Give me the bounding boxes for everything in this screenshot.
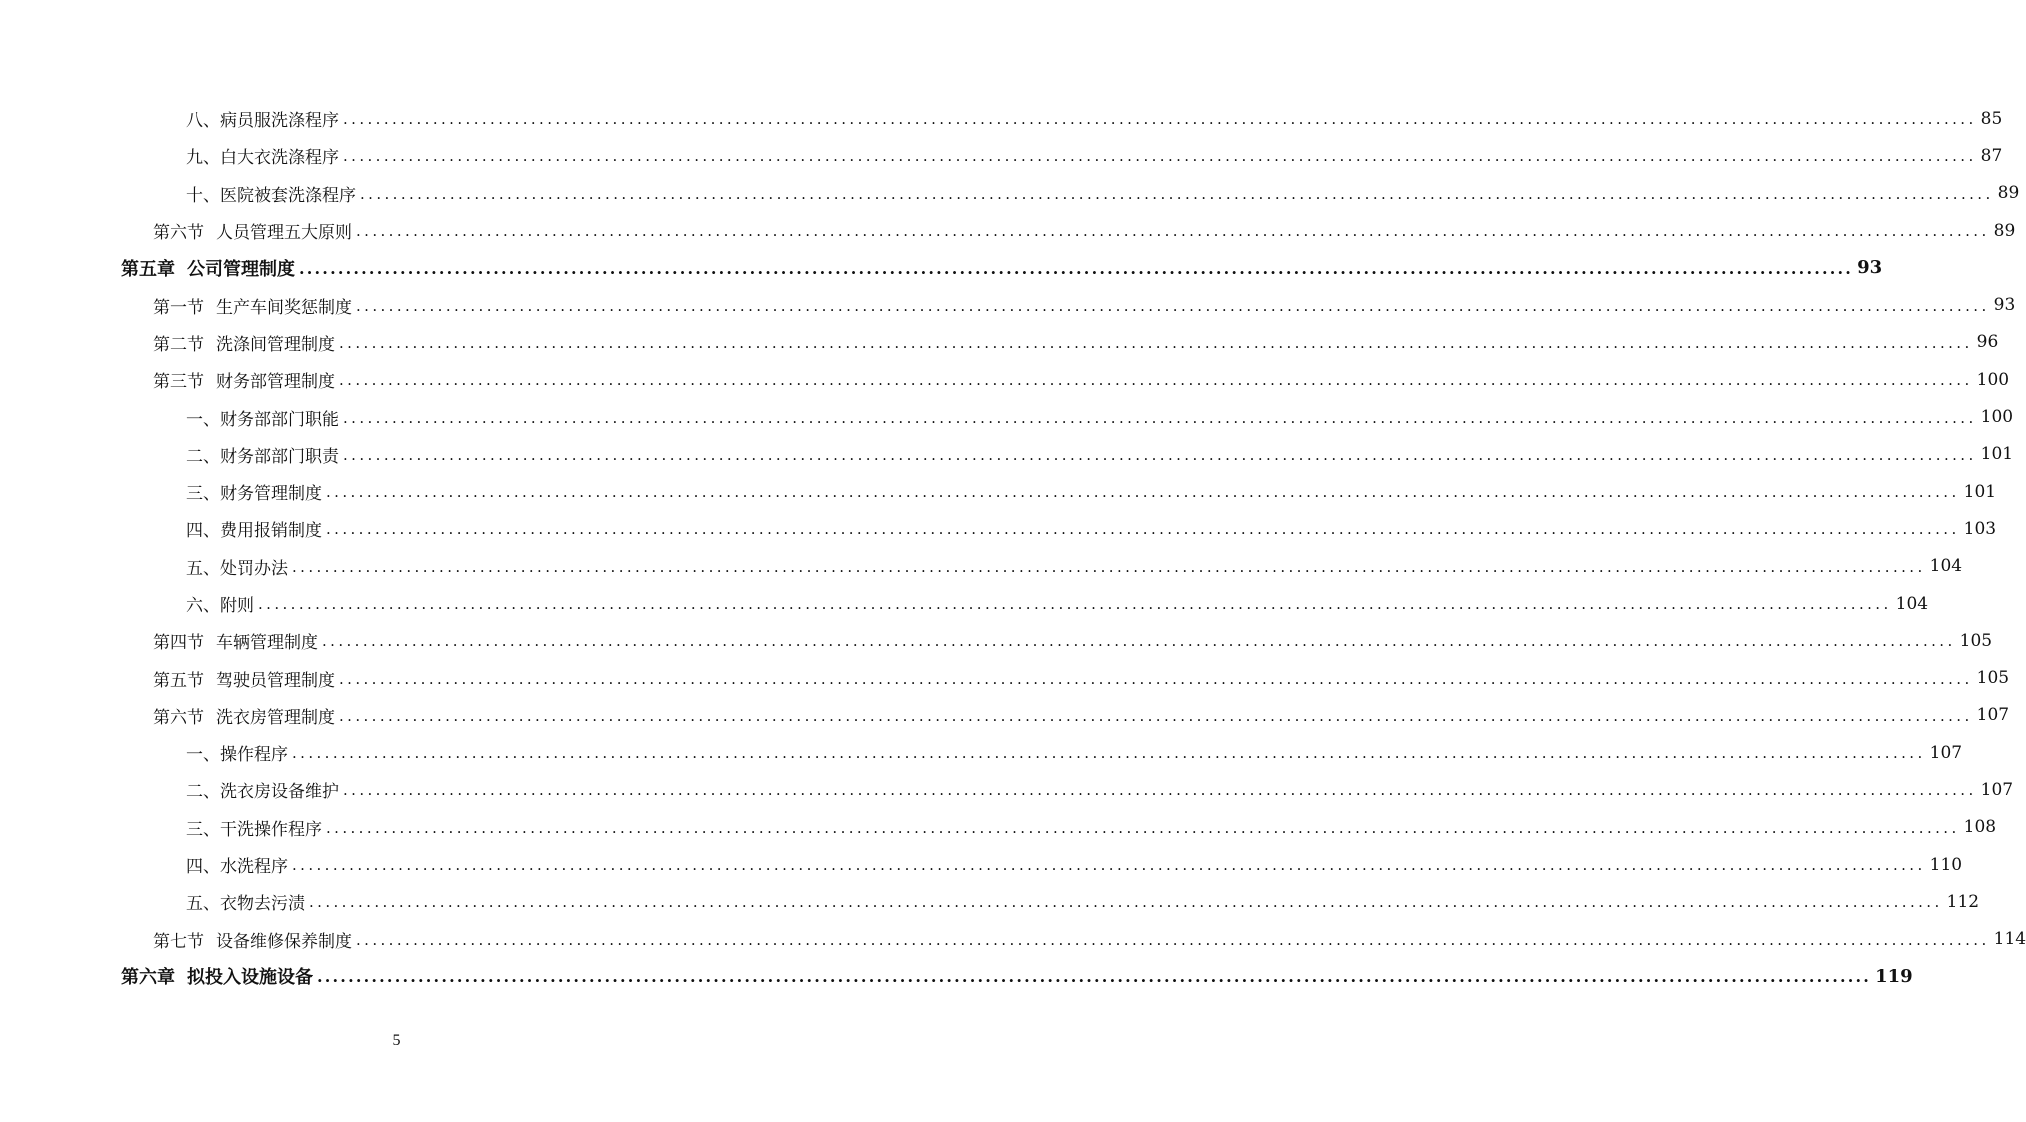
toc-entry-title: 十、医院被套洗涤程序: [186, 185, 356, 206]
dot-leader: ........................................................................................................................................................................................................: [339, 333, 1973, 352]
toc-entry-item[interactable]: [0, 771, 2014, 808]
dot-leader: ........................................................................................................................................................................................................: [292, 557, 1926, 576]
toc-entry-title: 五、处罚办法: [186, 558, 288, 579]
toc-entry-label: 人员管理五大原则: [216, 223, 352, 244]
toc-entry-page: 103: [1963, 518, 1997, 539]
dot-leader: ........................................................................................................................................................................................................: [356, 296, 1990, 315]
toc-entry-title: 四、水洗程序: [186, 857, 288, 878]
dot-leader: ........................................................................................................................................................................................................: [309, 893, 1943, 912]
toc-entry-title: [121, 963, 317, 989]
toc-entry-item[interactable]: [0, 734, 1963, 771]
toc-entry-item[interactable]: [0, 883, 1980, 920]
toc-entry-title: 五、衣物去污渍: [186, 894, 305, 915]
dot-leader: ........................................................................................................................................................................................................: [292, 856, 1926, 875]
toc-entry-number: 第五节: [153, 670, 204, 691]
toc-entry-item[interactable]: [0, 473, 1997, 510]
toc-entry-page: 93: [1857, 257, 1883, 279]
toc-entry-item[interactable]: [0, 585, 1929, 622]
toc-entry-title: 四、费用报销制度: [186, 521, 322, 542]
toc-entry-page: 85: [1980, 108, 2003, 129]
toc-entry-item[interactable]: [0, 436, 2014, 473]
dot-leader: ........................................................................................................................................................................................................: [339, 371, 1973, 390]
toc-entry-item[interactable]: [0, 846, 1963, 883]
toc-entry-label: 驾驶员管理制度: [216, 670, 335, 691]
toc-entry-label: 财务部管理制度: [216, 372, 335, 393]
toc-entry-label: 洗衣房管理制度: [216, 707, 335, 728]
toc-entry-section[interactable]: [0, 921, 2026, 958]
toc-entry-title: [153, 293, 356, 318]
toc-entry-page: 107: [1976, 705, 2010, 726]
toc-entry-page: 101: [1980, 444, 2014, 465]
dot-leader: ........................................................................................................................................................................................................: [360, 184, 1994, 203]
dot-leader: ........................................................................................................................................................................................................: [317, 967, 1872, 987]
toc-entry-page: 110: [1929, 854, 1963, 875]
toc-entry-number: 第五章: [121, 258, 175, 280]
toc-entry-chapter[interactable]: [0, 958, 1913, 995]
toc-entry-title: [121, 255, 299, 281]
dot-leader: ........................................................................................................................................................................................................: [299, 258, 1854, 278]
toc-entry-item[interactable]: [0, 809, 1997, 846]
toc-entry-page: 107: [1929, 742, 1963, 763]
toc-entry-page: 89: [1997, 183, 2020, 204]
dot-leader: ........................................................................................................................................................................................................: [343, 147, 1977, 166]
toc-entry-title: 八、病员服洗涤程序: [186, 111, 339, 132]
toc-entry-page: 96: [1976, 332, 1999, 353]
toc-entry-number: 第六节: [153, 707, 204, 728]
toc-entry-chapter[interactable]: [0, 249, 1883, 286]
toc-entry-title: 三、财务管理制度: [186, 484, 322, 505]
toc-entry-page: 114: [1993, 929, 2026, 950]
toc-entry-page: 105: [1976, 668, 2010, 689]
dot-leader: ........................................................................................................................................................................................................: [326, 818, 1960, 837]
toc-entry-section[interactable]: [0, 286, 2016, 323]
toc-entry-item[interactable]: [0, 175, 2020, 212]
dot-leader: ........................................................................................................................................................................................................: [322, 632, 1956, 651]
toc-entry-title: 六、附则: [186, 596, 254, 616]
toc-entry-page: 93: [1993, 295, 2016, 316]
toc-entry-label: 生产车间奖惩制度: [216, 297, 352, 318]
toc-entry-title: [153, 628, 322, 653]
toc-entry-number: 第一节: [153, 297, 204, 318]
toc-entry-section[interactable]: [0, 622, 1993, 659]
toc-entry-item[interactable]: [0, 137, 2003, 174]
toc-entry-item[interactable]: [0, 100, 2003, 137]
dot-leader: ........................................................................................................................................................................................................: [292, 744, 1926, 763]
toc-entry-section[interactable]: [0, 324, 1999, 361]
toc-entry-page: 104: [1929, 556, 1963, 577]
toc-entry-item[interactable]: [0, 548, 1963, 585]
toc-entry-title: 一、财务部部门职能: [186, 409, 339, 430]
dot-leader: ........................................................................................................................................................................................................: [343, 781, 1977, 800]
toc-entry-section[interactable]: [0, 361, 2010, 398]
toc-entry-title: [153, 367, 339, 392]
dot-leader: ........................................................................................................................................................................................................: [356, 930, 1990, 949]
toc-entry-title: [153, 666, 339, 691]
page-number: 5: [392, 1032, 401, 1049]
toc-entry-label: 车辆管理制度: [216, 633, 318, 654]
toc-entry-page: 104: [1895, 593, 1929, 614]
toc-entry-number: 第二节: [153, 334, 204, 355]
table-of-contents: [0, 100, 2026, 995]
toc-entry-section[interactable]: [0, 659, 2010, 696]
toc-entry-number: 第七节: [153, 931, 204, 952]
toc-entry-page: 112: [1946, 891, 1980, 912]
dot-leader: ........................................................................................................................................................................................................: [356, 222, 1990, 241]
dot-leader: ........................................................................................................................................................................................................: [339, 669, 1973, 688]
toc-entry-label: 洗涤间管理制度: [216, 334, 335, 355]
toc-entry-title: [153, 218, 356, 243]
toc-entry-number: 第六节: [153, 223, 204, 244]
toc-entry-page: 100: [1980, 407, 2014, 428]
toc-entry-page: 105: [1959, 630, 1993, 651]
toc-entry-page: 107: [1980, 779, 2014, 800]
dot-leader: ........................................................................................................................................................................................................: [343, 110, 1977, 129]
toc-entry-title: 一、操作程序: [186, 745, 288, 766]
toc-entry-page: 101: [1963, 481, 1997, 502]
toc-entry-section[interactable]: [0, 212, 2016, 249]
toc-entry-label: 公司管理制度: [187, 258, 295, 280]
toc-entry-label: 拟投入设施设备: [187, 967, 313, 989]
toc-entry-number: 第四节: [153, 633, 204, 654]
toc-entry-title: 三、干洗操作程序: [186, 819, 322, 840]
dot-leader: ........................................................................................................................................................................................................: [326, 483, 1960, 502]
toc-entry-title: 二、财务部部门职责: [186, 446, 339, 467]
toc-entry-title: [153, 927, 356, 952]
toc-entry-title: 九、白大衣洗涤程序: [186, 148, 339, 169]
dot-leader: ........................................................................................................................................................................................................: [343, 408, 1977, 427]
toc-entry-page: 89: [1993, 220, 2016, 241]
dot-leader: ........................................................................................................................................................................................................: [339, 706, 1973, 725]
toc-entry-title: [153, 330, 339, 355]
toc-entry-item[interactable]: [0, 398, 2014, 435]
toc-entry-label: 设备维修保养制度: [216, 931, 352, 952]
dot-leader: ........................................................................................................................................................................................................: [258, 595, 1892, 613]
toc-entry-page: 100: [1976, 369, 2010, 390]
toc-entry-section[interactable]: [0, 697, 2010, 734]
toc-entry-number: 第三节: [153, 372, 204, 393]
toc-entry-page: 119: [1875, 965, 1913, 987]
toc-entry-title: 二、洗衣房设备维护: [186, 782, 339, 803]
toc-entry-page: 87: [1980, 145, 2003, 166]
toc-entry-item[interactable]: [0, 510, 1997, 547]
toc-entry-page: 108: [1963, 817, 1997, 838]
toc-entry-title: [153, 703, 339, 728]
dot-leader: ........................................................................................................................................................................................................: [326, 520, 1960, 539]
dot-leader: ........................................................................................................................................................................................................: [343, 445, 1977, 464]
toc-entry-number: 第六章: [121, 967, 175, 989]
